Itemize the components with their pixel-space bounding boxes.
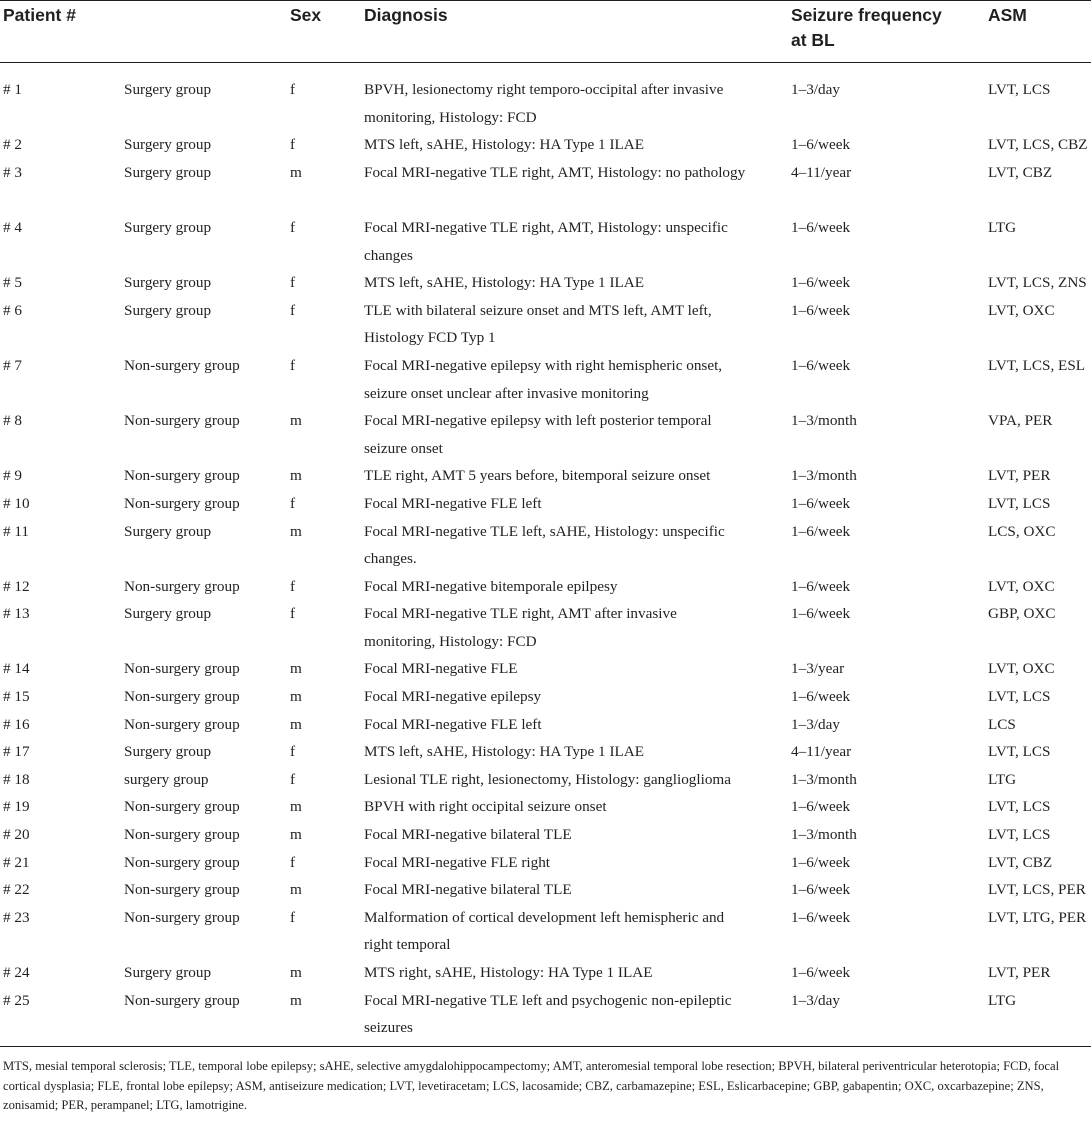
sex-cell: m (290, 991, 302, 1009)
patient-id-cell: # 18 (3, 770, 30, 788)
seizure-frequency-cell: 1–3/year (791, 660, 845, 678)
asm-cell: LVT, LTG, PER (988, 908, 1087, 926)
asm-cell: VPA, PER (988, 412, 1053, 430)
diagnosis-cell: MTS left, sAHE, Histology: HA Type 1 ILAE (364, 274, 645, 292)
group-cell: Non-surgery group (124, 688, 240, 706)
seizure-frequency-cell: 4–11/year (791, 743, 852, 761)
table-row (0, 973, 1091, 1037)
asm-cell: LVT, LCS, ZNS (988, 274, 1087, 292)
header-sex: Sex (290, 5, 322, 25)
sex-cell: f (290, 605, 296, 623)
group-cell: Non-surgery group (124, 660, 240, 678)
asm-cell: LVT, CBZ (988, 163, 1053, 181)
sex-cell: f (290, 136, 296, 154)
group-cell: Surgery group (124, 81, 212, 98)
table-row (0, 145, 1091, 200)
group-cell: Surgery group (124, 964, 212, 981)
table-row (0, 697, 1091, 733)
asm-cell: GBP, OXC (988, 605, 1056, 623)
table-row (0, 862, 1091, 899)
diagnosis-cell: Focal MRI-negative bitemporale epilpesy (364, 577, 618, 595)
group-cell: Non-surgery group (124, 412, 240, 430)
seizure-frequency-cell: 1–6/week (791, 522, 851, 540)
group-cell: Non-surgery group (124, 577, 240, 595)
sex-cell: m (290, 660, 302, 678)
patient-id-cell: # 6 (3, 301, 22, 319)
group-cell: Surgery group (124, 605, 212, 623)
seizure-frequency-cell: 1–6/week (791, 853, 851, 871)
group-cell: Surgery group (124, 743, 212, 761)
diagnosis-cell: Focal MRI-negative TLE right, AMT, Histology: unspecific changes (364, 218, 728, 264)
seizure-frequency-cell: 1–3/day (791, 715, 840, 733)
sex-cell: f (290, 908, 296, 926)
sex-cell: m (290, 826, 302, 844)
asm-cell: LVT, OXC (988, 577, 1055, 595)
header-seizure-frequency-line2: at BL (791, 30, 835, 50)
patient-id-cell: # 23 (3, 908, 30, 926)
header-seizure-frequency-line1: Seizure frequency (791, 5, 942, 25)
seizure-frequency-cell: 1–6/week (791, 964, 851, 981)
diagnosis-cell: TLE right, AMT 5 years before, bitemporal seizure onset (364, 467, 711, 485)
group-cell: Non-surgery group (124, 826, 240, 844)
asm-cell: LVT, LCS (988, 826, 1051, 844)
diagnosis-cell: BPVH with right occipital seizure onset (364, 798, 607, 816)
table-row (0, 669, 1091, 706)
patient-id-cell: # 15 (3, 688, 30, 706)
diagnosis-cell: Lesional TLE right, lesionectomy, Histology: ganglioglioma (364, 770, 731, 788)
seizure-frequency-cell: 1–3/month (791, 467, 857, 485)
sex-cell: m (290, 964, 302, 981)
patient-id-cell: # 14 (3, 660, 30, 678)
asm-cell: LVT, LCS (988, 494, 1051, 512)
diagnosis-cell: Focal MRI-negative FLE (364, 660, 518, 678)
seizure-frequency-cell: 1–6/week (791, 301, 851, 319)
asm-cell: LCS, OXC (988, 522, 1056, 540)
table-body (0, 62, 1091, 1037)
diagnosis-cell: Focal MRI-negative FLE right (364, 853, 551, 871)
table-footnote: MTS, mesial temporal sclerosis; TLE, temporal lobe epilepsy; sAHE, selective amygdalohippocampectomy; AMT, anteromesial temporal lobe resection; BPVH, bilateral periventricular heterotopia; FCD, focal cortical dysplasia; FLE, frontal lobe epilepsy; ASM, antiseizure medication; LVT, levetiracetam; LCS, lacosamide; CBZ, carbamazepine; ESL, Eslicarbacepine; GBP, gabapentin; OXC, oxcarbazepine; ZNS, zonisamid; PER, perampanel; LTG, lamotrigine. (3, 1059, 1060, 1112)
sex-cell: f (290, 356, 296, 374)
asm-cell: LTG (988, 991, 1017, 1009)
table-row (0, 62, 1091, 126)
seizure-frequency-cell: 1–6/week (791, 908, 851, 926)
sex-cell: m (290, 881, 302, 899)
sex-cell: f (290, 301, 296, 319)
seizure-frequency-cell: 1–6/week (791, 605, 851, 623)
table-row (0, 945, 1091, 981)
asm-cell: LVT, PER (988, 467, 1051, 485)
sex-cell: m (290, 467, 302, 485)
sex-cell: f (290, 218, 296, 236)
sex-cell: f (290, 274, 296, 292)
patient-id-cell: # 8 (3, 412, 22, 430)
table-row (0, 890, 1091, 954)
group-cell: Surgery group (124, 218, 212, 236)
seizure-frequency-cell: 1–3/month (791, 412, 857, 430)
sex-cell: f (290, 494, 296, 512)
patient-id-cell: # 3 (3, 163, 22, 181)
header-asm: ASM (988, 5, 1027, 25)
asm-cell: LVT, LCS (988, 798, 1051, 816)
table-row (0, 835, 1091, 871)
table-row (0, 200, 1091, 264)
patient-id-cell: # 22 (3, 881, 30, 899)
diagnosis-cell: Focal MRI-negative TLE right, AMT after invasive monitoring, Histology: FCD (364, 605, 677, 650)
seizure-frequency-cell: 1–3/day (791, 81, 840, 98)
diagnosis-cell: TLE with bilateral seizure onset and MTS left, AMT left, Histology FCD Typ 1 (364, 301, 712, 347)
asm-cell: LVT, CBZ (988, 853, 1053, 871)
sex-cell: m (290, 715, 302, 733)
table-row (0, 752, 1091, 788)
sex-cell: f (290, 743, 296, 761)
patient-id-cell: # 13 (3, 605, 30, 623)
asm-cell: LVT, PER (988, 964, 1051, 981)
header-patient: Patient # (3, 5, 76, 25)
patient-id-cell: # 4 (3, 218, 22, 236)
seizure-frequency-cell: 1–6/week (791, 881, 851, 899)
group-cell: Surgery group (124, 163, 212, 181)
seizure-frequency-cell: 1–3/month (791, 826, 857, 844)
asm-cell: LVT, LCS, ESL (988, 356, 1086, 374)
table-row (0, 724, 1091, 761)
group-cell: Non-surgery group (124, 356, 240, 374)
diagnosis-cell: MTS right, sAHE, Histology: HA Type 1 ILAE (364, 964, 653, 981)
diagnosis-cell: Focal MRI-negative TLE right, AMT, Histology: no pathology (364, 163, 746, 181)
seizure-frequency-cell: 1–6/week (791, 494, 851, 512)
diagnosis-cell: Focal MRI-negative FLE left (364, 494, 542, 512)
table-row (0, 641, 1091, 678)
diagnosis-cell: Focal MRI-negative epilepsy (364, 688, 542, 706)
table-header (0, 0, 1091, 62)
table-row (0, 338, 1091, 402)
patient-id-cell: # 2 (3, 136, 22, 154)
asm-cell: LTG (988, 218, 1017, 236)
patient-id-cell: # 24 (3, 964, 30, 981)
sex-cell: m (290, 412, 302, 430)
group-cell: Non-surgery group (124, 881, 240, 899)
diagnosis-cell: Focal MRI-negative epilepsy with left posterior temporal seizure onset (364, 412, 712, 457)
table-row (0, 807, 1091, 844)
sex-cell: m (290, 522, 302, 540)
diagnosis-cell: MTS left, sAHE, Histology: HA Type 1 ILAE (364, 743, 645, 761)
seizure-frequency-cell: 1–6/week (791, 218, 851, 236)
header-seizure-frequency (791, 3, 942, 53)
diagnosis-cell: Focal MRI-negative bilateral TLE (364, 826, 572, 844)
sex-cell: m (290, 163, 302, 181)
diagnosis-cell: Malformation of cortical development left hemispheric and right temporal (364, 908, 725, 954)
patient-id-cell: # 19 (3, 798, 30, 816)
patient-id-cell: # 21 (3, 853, 30, 871)
group-cell: Surgery group (124, 274, 212, 292)
asm-cell: LCS (988, 715, 1016, 733)
diagnosis-cell: BPVH, lesionectomy right temporo-occipital after invasive monitoring, Histology: FCD (364, 81, 724, 126)
group-cell: Surgery group (124, 301, 212, 319)
header-diagnosis: Diagnosis (364, 5, 448, 25)
group-cell: Surgery group (124, 522, 212, 540)
asm-cell: LTG (988, 770, 1017, 788)
group-cell: Non-surgery group (124, 494, 240, 512)
patient-id-cell: # 5 (3, 274, 22, 292)
patient-id-cell: # 25 (3, 991, 30, 1009)
patient-id-cell: # 12 (3, 577, 30, 595)
diagnosis-cell: Focal MRI-negative TLE left and psychogenic non-epileptic seizures (364, 991, 732, 1037)
patient-id-cell: # 17 (3, 743, 30, 761)
sex-cell: f (290, 770, 296, 788)
group-cell: Non-surgery group (124, 467, 240, 485)
diagnosis-cell: Focal MRI-negative TLE left, sAHE, Histology: unspecific changes. (364, 522, 725, 568)
asm-cell: LVT, LCS (988, 743, 1051, 761)
table-row (0, 117, 1091, 154)
diagnosis-cell: MTS left, sAHE, Histology: HA Type 1 ILAE (364, 136, 645, 154)
table-row (0, 504, 1091, 568)
seizure-frequency-cell: 1–3/month (791, 770, 857, 788)
table-row (0, 393, 1091, 457)
seizure-frequency-cell: 4–11/year (791, 163, 852, 181)
diagnosis-cell: Focal MRI-negative FLE left (364, 715, 542, 733)
sex-cell: m (290, 798, 302, 816)
seizure-frequency-cell: 1–3/day (791, 991, 840, 1009)
seizure-frequency-cell: 1–6/week (791, 798, 851, 816)
group-cell: Non-surgery group (124, 853, 240, 871)
seizure-frequency-cell: 1–6/week (791, 688, 851, 706)
sex-cell: f (290, 853, 296, 871)
table-row (0, 779, 1091, 816)
seizure-frequency-cell: 1–6/week (791, 577, 851, 595)
patient-id-cell: # 10 (3, 494, 30, 512)
asm-cell: LVT, LCS, CBZ (988, 136, 1088, 154)
asm-cell: LVT, LCS (988, 81, 1051, 98)
group-cell: Surgery group (124, 136, 212, 154)
patient-id-cell: # 16 (3, 715, 30, 733)
table-row (0, 448, 1091, 485)
asm-cell: LVT, OXC (988, 301, 1055, 319)
asm-cell: LVT, OXC (988, 660, 1055, 678)
seizure-frequency-cell: 1–6/week (791, 356, 851, 374)
table-row (0, 283, 1091, 347)
group-cell: Non-surgery group (124, 715, 240, 733)
table-bottom-rule (0, 1046, 1091, 1047)
diagnosis-cell: Focal MRI-negative epilepsy with right hemispheric onset, seizure onset unclear after invasive monitoring (364, 356, 723, 402)
sex-cell: f (290, 577, 296, 595)
patient-id-cell: # 1 (3, 81, 22, 98)
sex-cell: f (290, 81, 296, 98)
patient-id-cell: # 20 (3, 826, 30, 844)
patient-id-cell: # 11 (3, 522, 30, 540)
group-cell: Non-surgery group (124, 908, 240, 926)
group-cell: Non-surgery group (124, 991, 240, 1009)
table-row (0, 559, 1091, 595)
sex-cell: m (290, 688, 302, 706)
group-cell: surgery group (124, 770, 209, 788)
group-cell: Non-surgery group (124, 798, 240, 816)
asm-cell: LVT, LCS, PER (988, 881, 1086, 899)
patient-id-cell: # 7 (3, 356, 22, 374)
table-row (0, 255, 1091, 292)
table-row (0, 586, 1091, 650)
patient-id-cell: # 9 (3, 467, 22, 485)
table-row (0, 476, 1091, 512)
seizure-frequency-cell: 1–6/week (791, 136, 851, 154)
seizure-frequency-cell: 1–6/week (791, 274, 851, 292)
asm-cell: LVT, LCS (988, 688, 1051, 706)
diagnosis-cell: Focal MRI-negative bilateral TLE (364, 881, 572, 899)
